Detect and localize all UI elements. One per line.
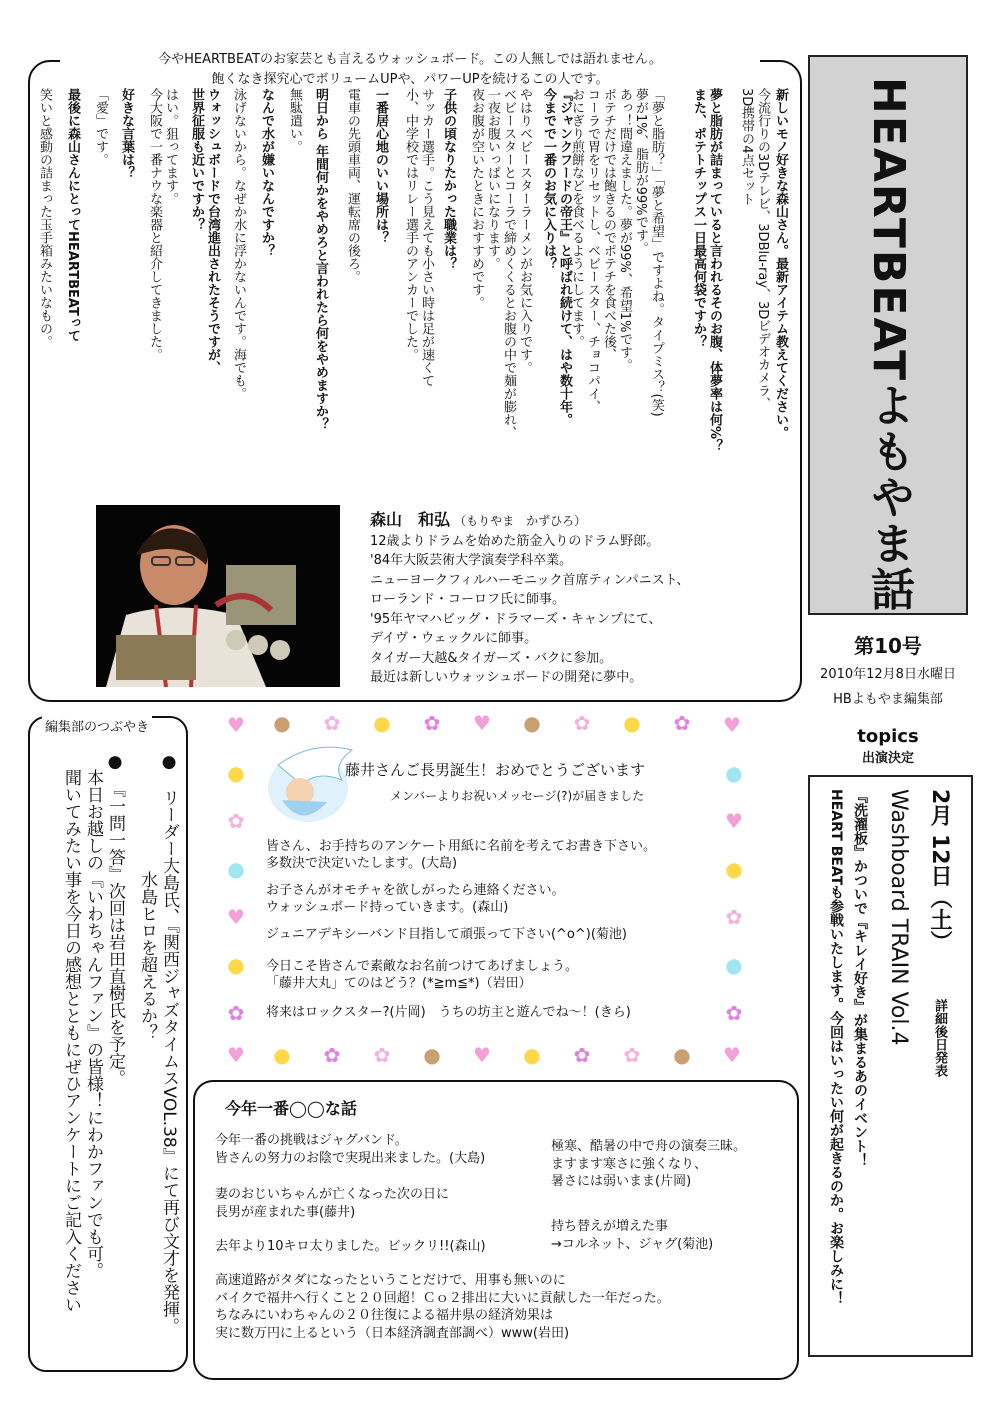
svg-text:●: ● <box>227 857 245 881</box>
interview-a-9: 「愛」です。 <box>93 88 108 166</box>
svg-text:✿: ✿ <box>423 711 441 735</box>
musician-photo <box>96 505 340 687</box>
profile-reading: （もりやま かずひろ） <box>454 514 587 528</box>
svg-text:♥: ♥ <box>227 713 245 737</box>
profile-line: '84年大阪芸術大学演奏学科卒業。 <box>370 553 573 568</box>
page-title: HEARTBEATよもやま話 <box>863 77 914 613</box>
interview-a-1: 今流行りの3Dテレビ、3DBlu-ray、3Dビデオカメラ、 3D携帯の4点セット <box>739 88 770 411</box>
svg-text:✿: ✿ <box>623 1043 641 1067</box>
editor-notes-box <box>28 716 188 1372</box>
profile-line: 12歳よりドラムを始めた筋金入りのドラム野郎。 <box>370 533 660 549</box>
this-year-story: 極寒、酷暑の中で舟の演奏三昧。 ますます寒さに強くなり、 暑さには弱いまま(片岡) <box>551 1139 747 1189</box>
interview-a-10: 笑いと感動の詰まった玉手箱みたいなもの。 <box>37 88 52 348</box>
svg-text:✿: ✿ <box>673 711 691 735</box>
svg-text:●: ● <box>423 1043 441 1067</box>
svg-text:✿: ✿ <box>725 905 743 929</box>
profile-line: デイヴ・ウェックルに師事。 <box>370 631 538 646</box>
issue-date: 2010年12月8日水曜日 <box>820 667 956 682</box>
interview-q-7: なんで水が嫌いなんですか？ <box>259 88 274 257</box>
editor-note-1: ● リーダー大島氏、『関西ジャズタイムスVOL.38』にて再び文才を発揮。 水島ヒロを超えるか？ <box>137 752 179 1335</box>
topics-desc-2: HEART BEATも参戦いたします。今回はいったい何が起きるのか。お楽しみに！ <box>828 789 844 1306</box>
congrats-message: 今日こそ皆さんで素敵なお名前つけてあげましょう。 「藤井大丸」てのはどう？(*≧m≦*)（岩田） <box>266 959 579 991</box>
congrats-subtitle: メンバーよりお祝いメッセージ(?)が届きました <box>390 789 645 803</box>
congrats-title: 藤井さんご長男誕生！おめでとうございます <box>345 761 646 779</box>
this-year-story: 今年一番の挑戦はジャグバンド。 皆さんの努力のお陰で実現出来ました。(大島) <box>215 1133 486 1166</box>
interview-q-9: 好きな言葉は？ <box>119 88 134 179</box>
svg-text:♥: ♥ <box>473 711 491 735</box>
topics-event: Washboard TRAIN Vol.4 <box>886 789 911 1046</box>
svg-text:✿: ✿ <box>323 711 341 735</box>
svg-text:✿: ✿ <box>227 1001 245 1025</box>
interview-q-4: 子供の頃なりたかった職業は？ <box>441 88 456 270</box>
this-year-heading: 今年一番◯◯な話 <box>225 1099 357 1118</box>
this-year-story: 妻のおじいちゃんが亡くなった次の日に 長男が産まれた事(藤井) <box>215 1187 450 1220</box>
svg-text:✿: ✿ <box>373 1043 391 1067</box>
svg-text:●: ● <box>273 711 291 735</box>
svg-text:●: ● <box>523 711 541 735</box>
this-year-story: 高速道路がタダになったということだけで、用事も無いのに バイクで福井へ行くこと２０回超！Ｃｏ２排出に大いに貢献した一年だった。 ちなみにいわちゃんの２０往復による福井県の経済効果は 実に数万円に上るという（日本経済調査部調べ）www(岩田) <box>215 1273 670 1341</box>
issue-editor: HBよもやま編集部 <box>833 692 943 707</box>
svg-text:♥: ♥ <box>473 1043 491 1067</box>
profile-line: タイガー大越&タイガーズ・バクに参加。 <box>370 650 613 666</box>
title-box <box>808 55 968 615</box>
svg-text:●: ● <box>373 711 391 735</box>
interview-q-5: 一番居心地のいい場所は？ <box>373 88 388 244</box>
svg-text:●: ● <box>623 711 641 735</box>
svg-text:●: ● <box>273 1043 291 1067</box>
profile-line: ニューヨークフィルハーモニック首席ティンパニスト、 <box>370 572 690 588</box>
interview-a-7: 泳げないから。なぜか水に浮かないんです。海でも。 <box>231 88 246 400</box>
interview-a-6: 無駄遣い。 <box>287 88 302 153</box>
interview-a-5: 電車の先頭車両、運転席の後ろ。 <box>345 88 360 283</box>
svg-text:✿: ✿ <box>227 809 245 833</box>
topics-header <box>808 726 968 766</box>
interview-q-10: 最後に森山さんにとってHEARTBEATって <box>65 88 80 342</box>
interview-a-3: やはりベビースターラーメンがお気に入りです。 ベビースターとコーラで締めくくるとお腹の中で麺が膨れ、 一夜お腹いっぱいになります。 夜お腹が空いたときにおすすめです。 <box>469 88 532 439</box>
topics-sub: 出演決定 <box>861 751 914 766</box>
svg-text:●: ● <box>725 857 743 881</box>
profile-line: 最近は新しいウォッシュボードの開発に夢中。 <box>370 670 643 685</box>
topics-box <box>808 775 973 1357</box>
topics-label: topics <box>857 726 919 747</box>
svg-text:✿: ✿ <box>323 1043 341 1067</box>
svg-text:●: ● <box>725 761 743 785</box>
svg-text:●: ● <box>523 1043 541 1067</box>
congrats-message: ジュニアデキシーバンド目指して頑張って下さい(^o^)(菊池) <box>266 927 627 942</box>
svg-text:●: ● <box>725 953 743 977</box>
svg-text:✿: ✿ <box>573 1043 591 1067</box>
interview-a-4: サッカー選手。こう見えても小さい時は足が速くて 小、中学校ではリレー選手のアンカーでした。 <box>403 88 434 387</box>
this-year-story: 持ち替えが増えた事 →コルネット、ジャグ(菊池) <box>551 1219 714 1252</box>
intro-text <box>60 50 760 90</box>
interview-q-1: 新しいモノ好きな森山さん。最新アイテム教えてください。 <box>773 88 788 439</box>
editor-notes-heading: 編集部のつぶやき <box>42 716 152 735</box>
svg-text:♥: ♥ <box>227 1043 245 1067</box>
svg-text:✿: ✿ <box>725 1001 743 1025</box>
interview-a-2: 「夢と脂肪？」「夢と希望」ですよね。タイプミス？(笑) 夢が1%、脂肪が99%です。 あっ！間違えました。夢が99%、希望1%です。 ポテチだけでは飽きるのでポテチを食べた後、 コーラで胃をリセットし、ベビースター、チョコパイ、 おにぎり煎餅などを食べるようにしてます。 <box>569 88 664 417</box>
svg-text:♥: ♥ <box>227 905 245 929</box>
musician-photo-illustration <box>96 505 340 687</box>
congrats-message: 将来はロックスター?(片岡) うちの坊主と遊んでね～！(きら) <box>266 1005 631 1020</box>
svg-text:●: ● <box>673 1043 691 1067</box>
this-year-story: 去年より10キロ太りました。ビックリ!!(森山) <box>215 1239 486 1254</box>
issue-info <box>808 630 968 707</box>
svg-text:●: ● <box>227 953 245 977</box>
this-year-box <box>193 1080 799 1380</box>
issue-number: 第10号 <box>854 634 922 658</box>
editor-note-2: ● 『一問一答』次回は岩田直樹氏を予定。 本日お越しの『いわちゃんファン』の皆様！にわかファンでも可。 聞いてみたい事を今日の感想とともにぜひアンケートにご記入ください <box>61 752 125 1313</box>
svg-text:♥: ♥ <box>723 713 741 737</box>
intro-line-1: 今やHEARTBEATのお家芸とも言えるウォッシュボード。この人無しでは語れません。 <box>158 52 662 67</box>
svg-text:♥: ♥ <box>725 809 743 833</box>
congrats-message: 皆さん、お手持ちのアンケート用紙に名前を考えてお書き下さい。 多数決で決定いたします。(大島) <box>266 839 657 871</box>
topics-date: 2月 12日（土） <box>927 789 952 953</box>
profile-line: '95年ヤマハビッグ・ドラマーズ・キャンプにて、 <box>370 611 662 627</box>
congrats-message: お子さんがオモチャを欲しがったら連絡ください。 ウォッシュボード持っていきます。(森山) <box>266 883 565 915</box>
topics-desc-1: 『洗濯板』かついで『キレイ好き』が集まるあのイベント！ <box>852 789 868 1167</box>
profile <box>370 510 689 688</box>
profile-name: 森山 和弘 <box>370 510 451 529</box>
interview-q-8: ウォッシュボードで台湾進出されたそうですが、 世界征服も近いですか？ <box>189 88 220 374</box>
svg-text:●: ● <box>227 761 245 785</box>
interview-q-6: 明日から 年間何かをやめろと言われたら何をやめますか？ <box>313 88 328 431</box>
interview-q-2: 夢と脂肪が詰まっていると言われるそのお腹、体夢率は何%？ また、ポテトチップス一日最高何袋ですか？ <box>691 88 722 453</box>
interview-a-8: はい。狙ってます。 今大阪で一番ナウな楽器と紹介してきました。 <box>147 88 178 361</box>
svg-text:✿: ✿ <box>573 711 591 735</box>
profile-line: ローランド・コーロフ氏に師事。 <box>370 592 566 607</box>
interview-q-3: 『ジャンクフードの帝王』と呼ばれ続けて、はや数十年。 今までで一番のお気に入りは？ <box>541 88 572 426</box>
svg-text:♥: ♥ <box>723 1043 741 1067</box>
intro-line-2: 飽くなき探究心でボリュームUPや、パワーUPを続けるこの人です。 <box>211 72 609 87</box>
topics-time: 詳細後日発表 <box>932 999 947 1077</box>
